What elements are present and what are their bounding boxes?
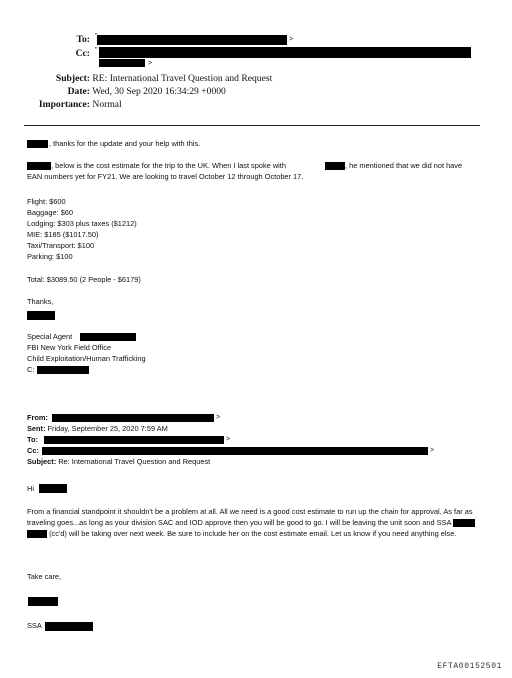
quoted-to-redaction [44,436,224,444]
quoted-cc-gt: > [430,447,435,454]
date-value: Wed, 30 Sep 2020 16:34:29 +0000 [92,86,226,97]
subject-label: Subject: [55,73,90,84]
body-line-2b: , he mentioned that we did not have [345,161,463,170]
to-gt: > [289,36,294,43]
quoted-paragraph-part-2: (cc'd) will be taking over next week. Be sure to include her on the cost estimate email. Let us know if you need anything else. [49,529,457,538]
cc-quote: " [95,47,98,54]
cc-redaction-2 [99,59,145,67]
sender-initial-redaction [27,311,55,320]
quoted-greeting: Hi [27,484,34,493]
date-label: Date: [67,86,90,97]
quoted-ssa-redaction-1 [453,519,475,527]
quoted-greeting-redaction [39,484,67,493]
cc-label: Cc: [75,48,90,59]
greeting-redaction [27,140,48,148]
quoted-ssa-redaction-2 [27,530,47,538]
header-subject-row [44,73,272,85]
body-line-1: , thanks for the update and your help with this. [49,139,201,148]
to-label: To: [76,34,90,45]
body-line-3: EAN numbers yet for FY21. We are looking to travel October 12 through October 17. [27,172,304,181]
cost-taxi: Taxi/Transport: $100 [27,241,95,250]
signature-title: Special Agent [27,332,73,341]
signature-cell-label: C: [27,365,35,374]
quoted-subject-value: Re: International Travel Question and Request [58,457,211,466]
cc-redaction-1 [99,47,471,58]
quoted-from-redaction [52,414,214,422]
quoted-sent-value: Friday, September 25, 2020 7:59 AM [47,424,168,433]
signature-office: FBI New York Field Office [27,343,112,352]
header-cc-row [60,48,90,60]
quoted-cc-redaction [42,447,428,455]
quoted-from-gt: > [216,414,221,421]
cost-parking: Parking: $100 [27,252,73,261]
thanks: Thanks, [27,297,54,306]
to-quote: " [95,33,98,40]
quoted-to-label: To: [27,435,38,444]
quoted-cc-label: Cc: [27,446,39,455]
importance-value: Normal [92,99,122,110]
quoted-paragraph-part-1: From a financial standpoint it shouldn't be a problem at all. All we need is a good cost estimate to run up the chain for approval. As far as traveling goes...as long as your division SAC and IOD approve then you will be good to go. I will be leaving the unit soon and SSA [27,507,473,527]
quoted-subject-row [27,457,210,467]
signature-unit: Child Exploitation/Human Trafficking [27,354,146,363]
header-importance-row [24,99,122,111]
to-redaction [97,35,287,45]
importance-label: Importance: [38,99,90,110]
document-id: EFTA00152501 [437,662,502,671]
quoted-ssa-name-redaction [45,622,93,631]
quoted-take-care: Take care, [27,572,62,581]
cost-mie: MIE: $185 ($1017.50) [27,230,99,239]
line2-redaction-2 [325,162,345,170]
quoted-sent-label: Sent: [27,424,46,433]
quoted-from-label: From: [27,413,48,422]
header-to-row [60,34,90,46]
quoted-sent-row [27,424,168,434]
quoted-paragraph [27,506,479,539]
cc-gt: > [148,60,153,67]
signature-name-redaction [80,333,136,341]
line2-redaction-1 [27,162,51,170]
cost-total: Total: $3089.50 (2 People - $6179) [27,275,141,284]
cost-flight: Flight: $600 [27,197,66,206]
header-date-row [44,86,226,98]
quoted-subject-label: Subject: [27,457,57,466]
cost-lodging: Lodging: $303 plus taxes ($1212) [27,219,137,228]
header-divider [24,125,480,126]
quoted-initial-redaction [28,597,58,606]
cost-baggage: Baggage: $60 [27,208,74,217]
subject-value: RE: International Travel Question and Request [92,73,273,84]
quoted-to-gt: > [226,436,231,443]
quoted-ssa-label: SSA [27,621,42,630]
body-line-2a: , below is the cost estimate for the trip to the UK. When I last spoke with [51,161,286,170]
signature-cell-redaction [37,366,89,374]
